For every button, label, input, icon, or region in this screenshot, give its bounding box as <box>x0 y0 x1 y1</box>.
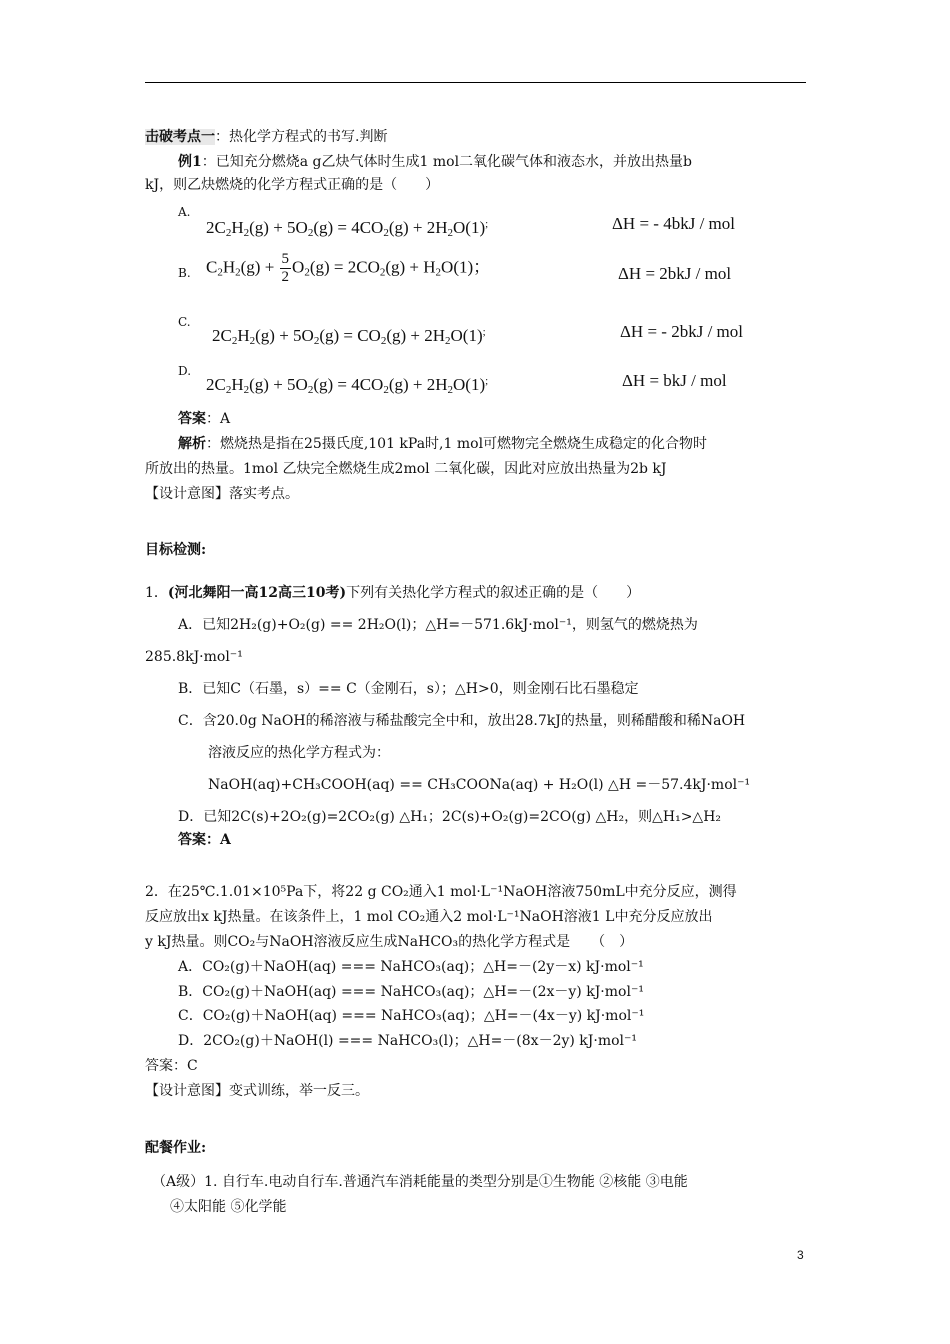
analysis-line-2: 所放出的热量。1mol 乙炔完全燃烧生成2mol 二氧化碳，因此对应放出热量为2b kJ <box>145 461 667 477</box>
example-text-1: ：已知充分燃烧a g乙炔气体时生成1 mol二氧化碳气体和液态水，并放出热量b <box>201 154 693 170</box>
design-intent-1: 【设计意图】落实考点。 <box>145 486 299 502</box>
section-title-2: 目标检测: <box>145 542 207 558</box>
q2-option-d: D．2CO₂(g)＋NaOH(l) === NaHCO₃(l)；△H=－(8x－2y) kJ·mol⁻¹ <box>178 1033 638 1049</box>
option-a-equation: $2C_2H_2(g) + 5O_2(g) = 4CO_2(g) + 2H_2O(1)^;$ <box>206 218 489 239</box>
answer-1 <box>178 409 230 429</box>
option-b-label: B. <box>178 266 191 280</box>
option-c-equation: $2C_2H_2(g) + 5O_2(g) = CO_2(g) + 2H_2O(1)^;$ <box>212 326 486 347</box>
analysis-line-1 <box>178 434 707 454</box>
example-line-1 <box>178 152 692 172</box>
analysis-text-1: ：燃烧热是指在25摄氏度,101 kPa时,1 mol可燃物完全燃烧生成稳定的化合物时 <box>206 436 708 452</box>
q1-option-a-2: 285.8kJ·mol⁻¹ <box>145 649 243 665</box>
option-b-dh: ΔH = 2bkJ / mol <box>618 264 732 283</box>
section-title-bold: 击破考点一 <box>145 129 215 145</box>
option-b-equation: $C_2H_2(g)$ + $\frac{5}{2}$ $O_2(g) = 2CO_2(g) + H_2O(1)$； <box>206 251 491 285</box>
homework-line-2: ④太阳能 ⑤化学能 <box>170 1199 287 1215</box>
q1-stem <box>145 583 640 603</box>
example-label: 例1 <box>178 154 202 170</box>
section-title-1 <box>145 127 387 147</box>
q2-answer: 答案：C <box>145 1058 198 1074</box>
analysis-label: 解析 <box>178 436 206 452</box>
q1-number: 1． <box>145 585 168 601</box>
option-d-equation: $2C_2H_2(g) + 5O_2(g) = 4CO_2(g) + 2H_2O(1)^;$ <box>206 375 489 396</box>
q1-option-c-2: 溶液反应的热化学方程式为： <box>208 745 390 761</box>
option-c-dh: ΔH = - 2bkJ / mol <box>620 322 743 341</box>
q2-line-1: 2．在25℃.1.01×10⁵Pa下，将22 g CO₂通入1 mol·L⁻¹NaOH溶液750mL中充分反应，测得 <box>145 884 737 900</box>
option-d-dh: ΔH = bkJ / mol <box>622 371 727 390</box>
option-d-label: D. <box>178 364 192 378</box>
q2-line-3: y kJ热量。则CO₂与NaOH溶液反应生成NaHCO₃的热化学方程式是 （ ） <box>145 934 634 950</box>
answer-value: ：A <box>206 411 231 427</box>
q1-option-c-3: NaOH(aq)+CH₃COOH(aq) == CH₃COONa(aq) + H₂O(l) △H =－57.4kJ·mol⁻¹ <box>208 777 751 793</box>
answer-label: 答案 <box>178 411 206 427</box>
q1-option-d: D．已知2C(s)+2O₂(g)=2CO₂(g) △H₁；2C(s)+O₂(g)=2CO(g) △H₂，则△H₁>△H₂ <box>178 809 722 825</box>
q2-line-2: 反应放出x kJ热量。在该条件上，1 mol CO₂通入2 mol·L⁻¹NaOH溶液1 L中充分反应放出 <box>145 909 713 925</box>
section-title-rest: ：热化学方程式的书写.判断 <box>215 129 388 145</box>
option-a-dh: ΔH = - 4bkJ / mol <box>612 214 735 233</box>
q1-option-c-1: C．含20.0g NaOH的稀溶液与稀盐酸完全中和，放出28.7kJ的热量，则稀醋酸和稀NaOH <box>178 713 746 729</box>
q1-option-b: B．已知C（石墨，s）== C（金刚石，s）；△H>0，则金刚石比石墨稳定 <box>178 681 639 697</box>
q2-option-a: A．CO₂(g)＋NaOH(aq) === NaHCO₃(aq)；△H=－(2y－x) kJ·mol⁻¹ <box>178 959 644 975</box>
q2-option-b: B．CO₂(g)＋NaOH(aq) === NaHCO₃(aq)；△H=－(2x－y) kJ·mol⁻¹ <box>178 984 644 1000</box>
q1-question: 下列有关热化学方程式的叙述正确的是（ ） <box>346 585 641 601</box>
q1-option-a-1: A．已知2H₂(g)+O₂(g) == 2H₂O(l)；△H=－571.6kJ·mol⁻¹，则氢气的燃烧热为 <box>178 617 698 633</box>
design-intent-2: 【设计意图】变式训练，举一反三。 <box>145 1083 369 1099</box>
page-number: 3 <box>797 1248 804 1262</box>
example-line-2: kJ，则乙炔燃烧的化学方程式正确的是（ ） <box>145 177 440 193</box>
section-title-3: 配餐作业: <box>145 1140 207 1156</box>
q1-answer: 答案：A <box>178 832 231 848</box>
homework-line-1: （A级）1. 自行车.电动自行车.普通汽车消耗能量的类型分别是①生物能 ②核能 ③电能 <box>152 1174 688 1190</box>
q1-source: (河北舞阳一高12高三10考) <box>167 585 347 601</box>
option-c-label: C. <box>178 315 191 329</box>
q2-option-c: C．CO₂(g)＋NaOH(aq) === NaHCO₃(aq)；△H=－(4x－y) kJ·mol⁻¹ <box>178 1008 645 1024</box>
option-a-label: A. <box>178 205 191 219</box>
header-rule <box>145 82 806 83</box>
